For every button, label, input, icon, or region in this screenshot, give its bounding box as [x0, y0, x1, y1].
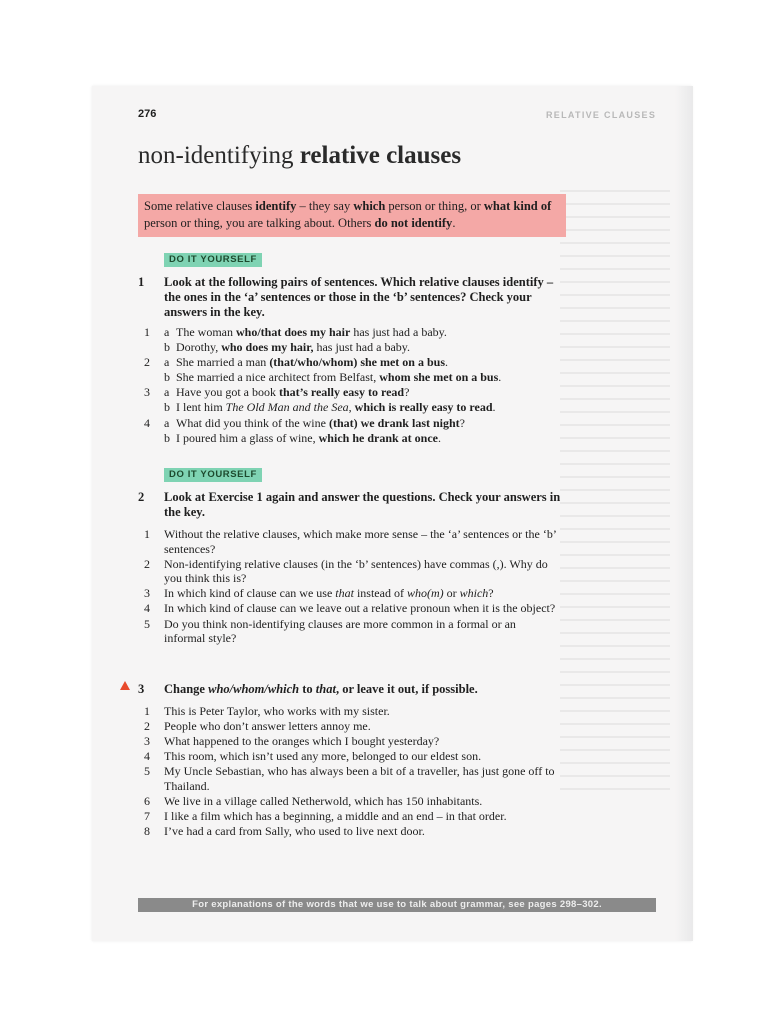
exercise-number: 2 — [138, 490, 145, 504]
sentence-row — [138, 385, 558, 400]
list-item — [138, 527, 558, 556]
list-item — [138, 764, 558, 793]
text-run: Have you got a book — [176, 385, 279, 400]
sentence-text — [176, 355, 448, 370]
sentence-row — [138, 416, 558, 431]
item-number: 1 — [144, 527, 150, 541]
list-item — [138, 601, 558, 616]
exercise-number: 1 — [138, 275, 145, 289]
text-run: which is really easy to read — [354, 400, 493, 415]
text-run: what kind of — [483, 199, 552, 213]
exercise-2-questions — [138, 527, 558, 646]
text-run: . — [452, 216, 456, 230]
page-edge-shadow — [675, 86, 693, 941]
item-number: 1 — [144, 704, 150, 718]
text-run: Change — [164, 682, 209, 696]
sentence-text — [176, 325, 447, 340]
sentence-text — [176, 416, 465, 431]
text-run: . — [445, 355, 448, 370]
list-item — [138, 794, 558, 809]
text-run: do not identify — [374, 216, 453, 230]
item-number: 6 — [144, 794, 150, 809]
item-number: 8 — [144, 824, 150, 839]
sentence-letter: b — [164, 400, 170, 415]
list-item — [138, 557, 558, 586]
text-run: person or thing, you are talking about. Others — [144, 216, 375, 230]
list-item — [138, 586, 558, 601]
running-head: RELATIVE CLAUSES — [546, 110, 657, 120]
item-number: 3 — [144, 385, 150, 400]
text-run: (that/who/whom) she met on a bus — [269, 355, 445, 370]
sentence-letter: a — [164, 415, 170, 430]
difficulty-marker-icon — [120, 681, 130, 690]
text-run: who does my hair, — [221, 340, 314, 355]
text-run: We live in a village called Netherwold, which has 150 inhabitants. — [164, 794, 483, 809]
item-number: 4 — [144, 415, 150, 430]
text-run: My Uncle Sebastian, who has always been a bit of a traveller, has just gone off to Thailand. — [164, 764, 555, 793]
intro-box — [138, 194, 566, 237]
list-item — [138, 704, 558, 719]
title-normal: non-identifying — [138, 142, 300, 169]
sentence-text — [176, 400, 496, 415]
text-run: ? — [459, 415, 465, 430]
text-run: This is Peter Taylor, who works with my sister. — [164, 704, 390, 718]
text-run: Some relative clauses — [144, 199, 256, 213]
text-run: identify — [255, 199, 297, 213]
item-number: 2 — [144, 719, 150, 734]
page-number: 276 — [138, 108, 157, 120]
text-run: . — [437, 430, 441, 445]
sentence-text — [176, 370, 501, 385]
list-item — [138, 734, 558, 749]
text-run: has just had a baby. — [350, 325, 447, 339]
sentence-row — [138, 325, 558, 340]
text-run: In which kind of clause can we leave out a relative pronoun when it is the object? — [164, 601, 556, 616]
text-run: People who don’t answer letters annoy me. — [164, 719, 371, 734]
sentence-letter: b — [164, 370, 170, 385]
item-number: 4 — [144, 601, 150, 616]
text-run: Non-identifying relative clauses (in the ‘b’ sentences) have commas (,). Why do you think this is? — [164, 556, 548, 586]
text-run: . — [498, 370, 502, 385]
text-run: I poured him a glass of wine, — [176, 430, 319, 445]
sentence-row — [138, 355, 558, 370]
text-run: which he drank at once — [318, 430, 438, 445]
title-bold: relative clauses — [299, 142, 462, 169]
text-run: ? — [488, 586, 494, 601]
text-run: Dorothy, — [176, 340, 222, 355]
text-run: instead of — [353, 586, 407, 601]
text-run: person or thing, or — [385, 199, 484, 213]
sentence-text — [176, 340, 410, 355]
item-number: 5 — [144, 616, 150, 631]
text-run: The Old Man and the Sea — [225, 400, 349, 415]
text-run: I like a film which has a beginning, a middle and an end – in that order. — [164, 809, 507, 824]
sentence-text — [176, 431, 441, 446]
exercise-instruction: Look at the following pairs of sentences. Which relative clauses identify – the ones in the ‘a’ sentences or those in the ‘b’ sentences? Check your answers in the key. — [164, 275, 554, 319]
text-run: or — [443, 586, 460, 601]
text-run: What did you think of the wine — [176, 415, 329, 430]
sentence-row — [138, 431, 558, 446]
list-item — [138, 719, 558, 734]
text-run: to — [299, 682, 316, 696]
text-run: who(m) — [406, 586, 444, 601]
item-number: 7 — [144, 809, 150, 824]
text-run: ? — [404, 385, 410, 400]
exercise-instruction — [164, 682, 564, 697]
list-item — [138, 617, 558, 646]
page-title — [138, 142, 461, 170]
sentence-text — [176, 385, 409, 400]
list-item — [138, 749, 558, 764]
item-number: 4 — [144, 749, 150, 764]
item-number: 1 — [144, 325, 150, 339]
text-run: She married a nice architect from Belfast, — [176, 370, 380, 385]
text-run: (that) we drank last night — [328, 415, 460, 430]
sentence-row — [138, 400, 558, 415]
exercise-number: 3 — [138, 682, 145, 696]
text-run: that — [335, 586, 354, 601]
list-item — [138, 809, 558, 824]
text-run: The woman — [176, 325, 236, 339]
item-number: 3 — [144, 586, 150, 601]
text-run: who/that does my hair — [235, 325, 351, 339]
text-run: I’ve had a card from Sally, who used to live next door. — [164, 824, 425, 839]
sentence-letter: b — [164, 340, 170, 355]
item-number: 2 — [144, 556, 150, 571]
item-number: 3 — [144, 734, 150, 749]
do-it-yourself-label: DO IT YOURSELF — [164, 468, 262, 482]
item-number: 2 — [144, 355, 150, 370]
text-run: which — [459, 586, 489, 601]
bleed-through-text — [560, 190, 670, 790]
text-run: who/whom/which — [208, 682, 300, 696]
text-run: She married a man — [176, 355, 270, 370]
sentence-letter: b — [164, 430, 170, 445]
text-run: I lent him — [176, 400, 226, 415]
exercise-3-sentences — [138, 704, 558, 839]
text-run: whom she met on a bus — [379, 370, 499, 385]
text-run: that’s really easy to read — [278, 385, 405, 400]
sentence-letter: a — [164, 385, 170, 400]
sentence-letter: a — [164, 325, 170, 339]
text-run: In which kind of clause can we use — [164, 586, 336, 601]
text-run: . — [492, 400, 496, 415]
exercise-instruction: Look at Exercise 1 again and answer the questions. Check your answers in the key. — [164, 490, 561, 519]
text-run: Without the relative clauses, which make more sense – the ‘a’ sentences or the ‘b’ sentences? — [164, 527, 556, 556]
text-run: which — [353, 199, 386, 213]
text-run: has just had a baby. — [313, 340, 411, 355]
text-run: – they say — [296, 199, 354, 213]
text-run: Do you think non-identifying clauses are more common in a formal or an informal style? — [164, 616, 516, 646]
text-run: that — [315, 682, 336, 696]
text-run: , or leave it out, if possible. — [335, 682, 478, 696]
text-run: What happened to the oranges which I bought yesterday? — [164, 734, 440, 749]
list-item — [138, 824, 558, 839]
item-number: 5 — [144, 764, 150, 779]
sentence-letter: a — [164, 355, 170, 370]
do-it-yourself-label: DO IT YOURSELF — [164, 253, 262, 267]
sentence-row — [138, 370, 558, 385]
text-run: , — [348, 400, 355, 415]
exercise-1-sentences — [138, 325, 558, 446]
footer-bar: For explanations of the words that we use to talk about grammar, see pages 298–302. — [138, 898, 656, 912]
text-run: This room, which isn’t used any more, belonged to our eldest son. — [164, 749, 482, 764]
sentence-row — [138, 340, 558, 355]
